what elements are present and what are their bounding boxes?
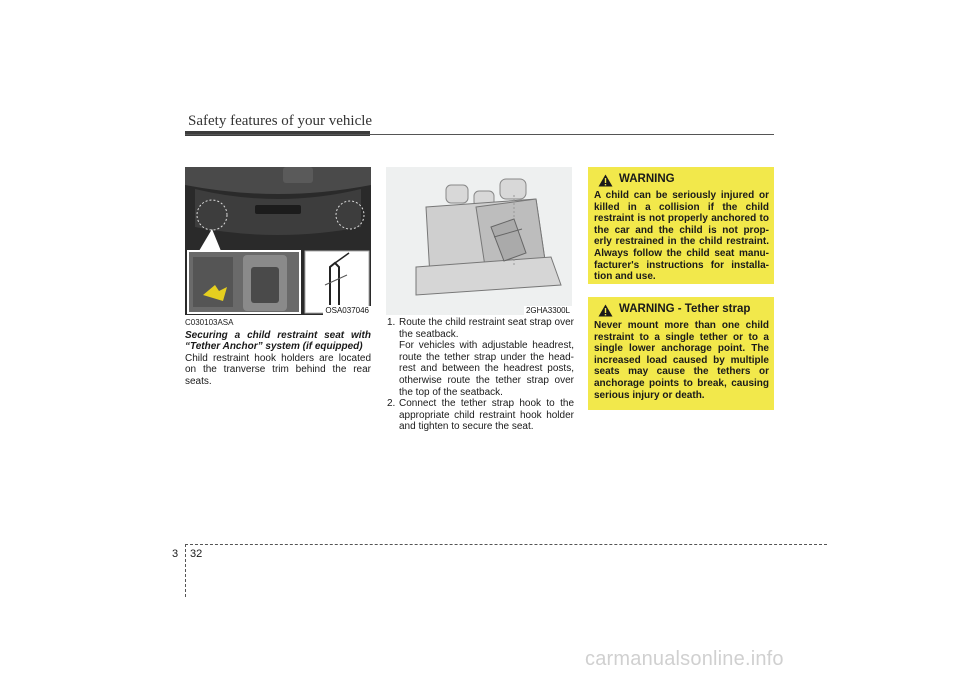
rear-seat-illustration [386, 167, 572, 315]
warning-title: WARNING [619, 173, 675, 186]
rear-seat-figure [386, 167, 572, 315]
step-subtext: For vehicles with adjustable headrest, route the tether strap under the head- rest and between the headrest posts, otherwise route the tether strap over the top of the seatback. [399, 340, 574, 398]
warning-header [594, 303, 769, 317]
step-number: 1. [387, 317, 396, 328]
page-number: 32 [190, 548, 203, 560]
page-header-title: Safety features of your vehicle [188, 113, 373, 129]
warning-box [588, 167, 774, 284]
step-item [386, 317, 574, 340]
section-title-line: Securing a child restraint seat with [185, 329, 371, 341]
tether-anchor-figure [185, 167, 371, 315]
section-code: C030103ASA [185, 318, 234, 327]
warning-text: A child can be seriously injured or killed in a collision if the child restraint is not properly anchored to the car and the child is not prop- erly restrained in the child restraint. Always follow the child seat manu- facturer's instructions for installa- tion and use. [594, 190, 769, 283]
warning-text: Never mount more than one child restraint to a single tether or to a single lower anchorage point. The increased load caused by multiple seats may cause the tethers or anchorage points to break, causing serious injury or death. [594, 320, 769, 401]
warning-box [588, 297, 774, 410]
section-column [185, 317, 371, 388]
warning-triangle-icon [598, 304, 613, 317]
footer-divider [185, 544, 186, 597]
figure-code: OSA037046 [325, 306, 369, 315]
watermark: carmanualsonline.info [585, 648, 784, 670]
step-text: Route the child restraint seat strap over the seatback. [399, 317, 574, 340]
step-number: 2. [387, 398, 396, 410]
steps-column [386, 317, 574, 433]
section-title-line: “Tether Anchor” system (if equipped) [185, 341, 363, 353]
step-item [386, 398, 574, 433]
section-title [185, 330, 371, 353]
step-text: Connect the tether strap hook to the appropriate child restraint hook holder and tighten to secure the seat. [399, 398, 574, 433]
section-body: Child restraint hook holders are located on the tranverse trim behind the rear seats. [185, 352, 371, 387]
tether-anchor-illustration [185, 167, 371, 315]
figure-code: 2GHA3300L [525, 306, 570, 315]
chapter-number: 3 [172, 548, 179, 560]
warning-header [594, 173, 769, 187]
warning-title: WARNING - Tether strap [619, 303, 751, 316]
footer-rule [185, 544, 827, 545]
header-rule [185, 134, 774, 135]
warning-triangle-icon [598, 174, 613, 187]
